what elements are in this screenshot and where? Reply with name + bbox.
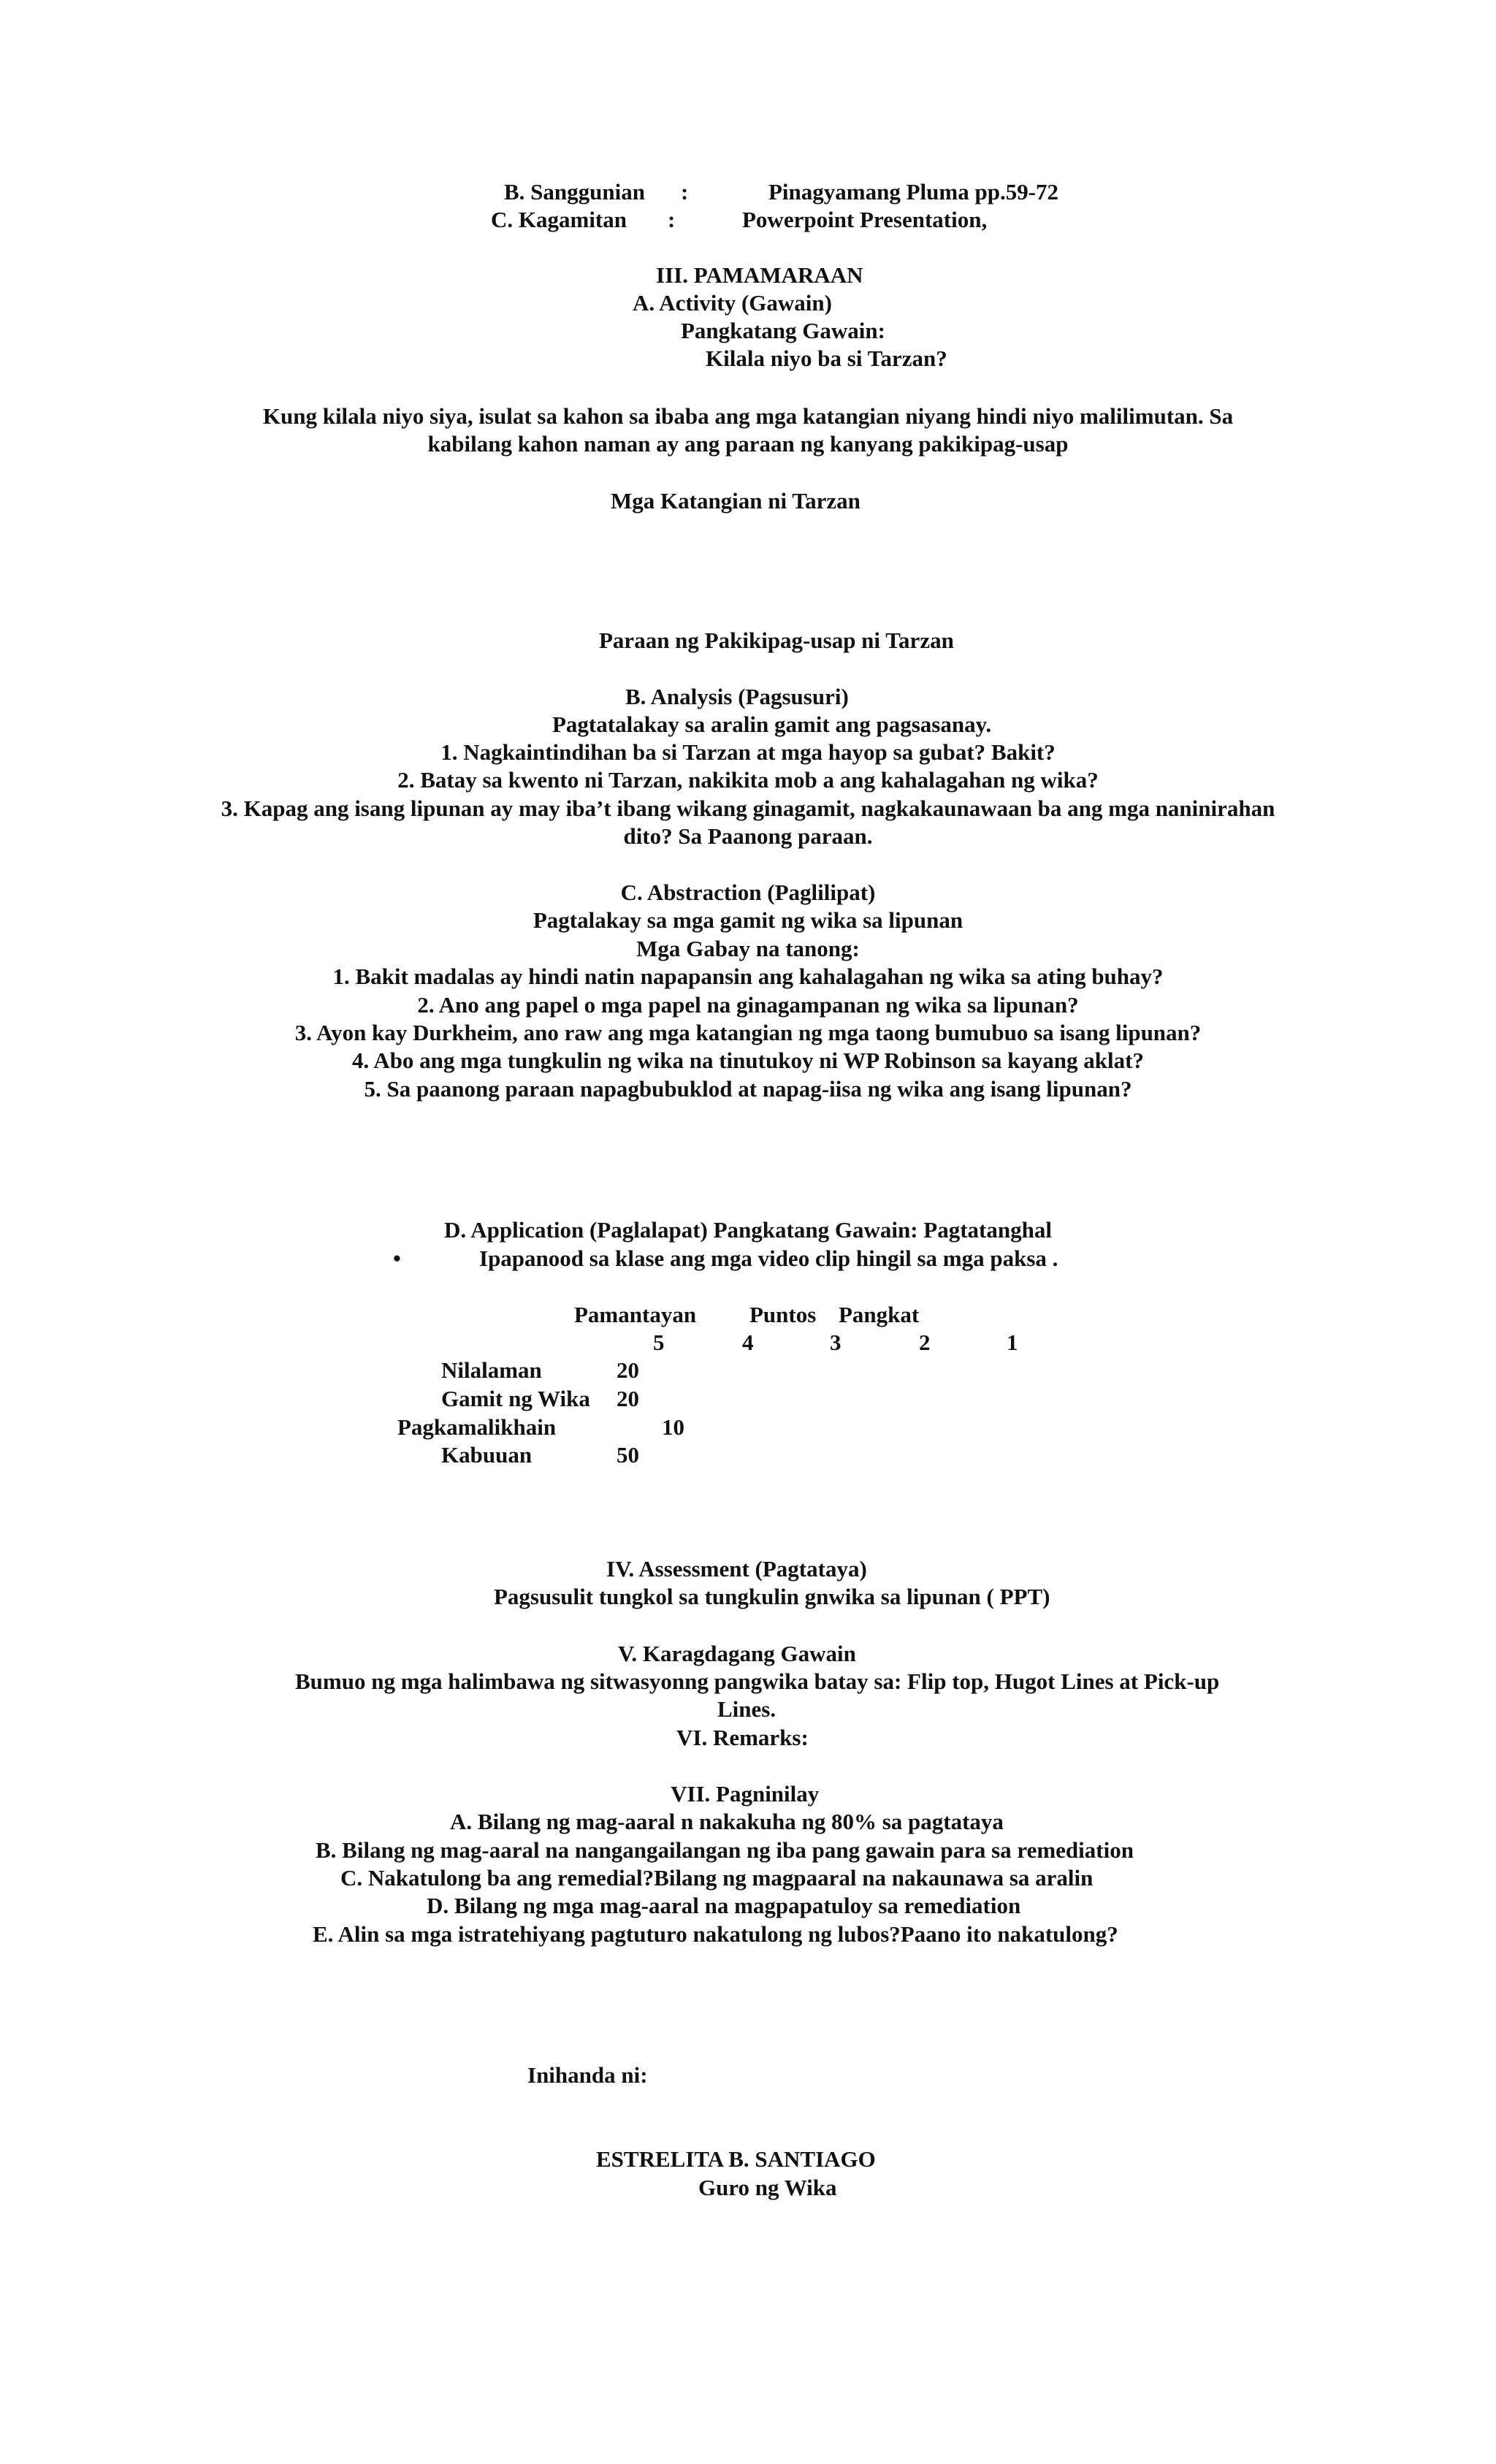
rubric-row-points: 10 (662, 1414, 684, 1440)
abstraction-question-5: 5. Sa paanong paraan napagbubuklod at napag-iisa ng wika ang isang lipunan? (364, 1076, 1132, 1102)
prepared-by-label: Inihanda ni: (527, 2062, 648, 2088)
activity-subheading: Pangkatang Gawain: (681, 318, 885, 343)
application-bullet: • (393, 1246, 401, 1271)
reflection-item-a: A. Bilang ng mag-aaral n nakakuha ng 80% sa pagtataya (450, 1809, 1004, 1834)
additional-text-line2: Lines. (717, 1696, 776, 1722)
materials-value: Powerpoint Presentation, (742, 207, 988, 232)
reflection-item-b: B. Bilang ng mag-aaral na nangangailangan ng iba pang gawain para sa remediation (316, 1837, 1134, 1863)
abstraction-question-2: 2. Ano ang papel o mga papel na ginagampanan ng wika sa lipunan? (417, 992, 1079, 1018)
remarks-heading: VI. Remarks: (676, 1725, 809, 1750)
sources-label: B. Sanggunian (504, 179, 645, 205)
rubric-row-points: 20 (617, 1386, 639, 1411)
rubric-row-points: 50 (617, 1442, 639, 1468)
box2-label: Paraan ng Pakikipag-usap ni Tarzan (599, 628, 954, 653)
rubric-header-group: Pangkat (839, 1302, 920, 1327)
additional-text-line1: Bumuo ng mga halimbawa ng sitwasyonng pangwika batay sa: Flip top, Hugot Lines at Pick-up (295, 1668, 1220, 1694)
rubric-score: 5 (653, 1330, 665, 1355)
rubric-header-points: Puntos (749, 1302, 817, 1327)
analysis-question-1: 1. Nagkaintindihan ba si Tarzan at mga hayop sa gubat? Bakit? (440, 739, 1056, 765)
sources-colon: : (681, 179, 689, 205)
rubric-score: 1 (1007, 1330, 1018, 1355)
abstraction-question-4: 4. Abo ang mga tungkulin ng wika na tinutukoy ni WP Robinson sa kayang aklat? (352, 1048, 1144, 1073)
rubric-row-label: Nilalaman (441, 1357, 542, 1383)
reflection-heading: VII. Pagninilay (671, 1781, 820, 1807)
box1-label: Mga Katangian ni Tarzan (611, 488, 860, 514)
abstraction-question-1: 1. Bakit madalas ay hindi natin napapansin ang kahalagahan ng wika sa ating buhay? (332, 964, 1164, 989)
reflection-item-e: E. Alin sa mga istratehiyang pagtuturo nakatulong ng lubos?Paano ito nakatulong? (313, 1921, 1118, 1947)
abstraction-subheading: Pagtalakay sa mga gamit ng wika sa lipunan (533, 907, 963, 933)
additional-heading: V. Karagdagang Gawain (618, 1641, 856, 1666)
analysis-question-3-line1: 3. Kapag ang isang lipunan ay may iba’t ibang wikang ginagamit, nagkakaunawaan ba ang mga naninirahan (221, 796, 1275, 821)
procedure-heading: III. PAMAMARAAN (656, 262, 863, 288)
activity-question: Kilala niyo ba si Tarzan? (706, 346, 947, 371)
abstraction-question-3: 3. Ayon kay Durkheim, ano raw ang mga katangian ng mga taong bumubuo sa isang lipunan? (294, 1020, 1202, 1045)
materials-label: C. Kagamitan (491, 207, 627, 232)
rubric-score: 3 (830, 1330, 842, 1355)
abstraction-heading: C. Abstraction (Paglilipat) (620, 880, 876, 905)
rubric-row-points: 20 (617, 1357, 639, 1383)
application-heading: D. Application (Paglalapat) Pangkatang Gawain: Pagtatanghal (444, 1217, 1052, 1243)
activity-instruction-line2: kabilang kahon naman ay ang paraan ng kanyang pakikipag-usap (427, 431, 1069, 457)
reflection-item-c: C. Nakatulong ba ang remedial?Bilang ng magpaaral na nakaunawa sa aralin (340, 1865, 1094, 1891)
abstraction-guide: Mga Gabay na tanong: (636, 936, 860, 961)
rubric-score: 2 (919, 1330, 931, 1355)
rubric-score: 4 (742, 1330, 754, 1355)
rubric-header-criteria: Pamantayan (574, 1302, 697, 1327)
analysis-question-2: 2. Batay sa kwento ni Tarzan, nakikita mob a ang kahalagahan ng wika? (397, 767, 1099, 793)
activity-heading: A. Activity (Gawain) (633, 290, 832, 316)
preparer-title: Guro ng Wika (698, 2175, 837, 2200)
assessment-text: Pagsusulit tungkol sa tungkulin gnwika sa lipunan ( PPT) (494, 1584, 1050, 1609)
application-bullet-text: Ipapanood sa klase ang mga video clip hingil sa mga paksa . (479, 1246, 1058, 1271)
assessment-heading: IV. Assessment (Pagtataya) (606, 1556, 867, 1582)
activity-instruction-line1: Kung kilala niyo siya, isulat sa kahon sa ibaba ang mga katangian niyang hindi niyo malilimutan. Sa (262, 403, 1234, 429)
analysis-heading: B. Analysis (Pagsusuri) (625, 684, 849, 709)
reflection-item-d: D. Bilang ng mga mag-aaral na magpapatuloy sa remediation (427, 1893, 1021, 1918)
rubric-row-label: Gamit ng Wika (441, 1386, 590, 1411)
analysis-subheading: Pagtatalakay sa aralin gamit ang pagsasanay. (552, 712, 992, 737)
preparer-name: ESTRELITA B. SANTIAGO (596, 2146, 876, 2172)
analysis-question-3-line2: dito? Sa Paanong paraan. (623, 823, 873, 849)
sources-value: Pinagyamang Pluma pp.59-72 (768, 179, 1059, 205)
materials-colon: : (668, 207, 676, 232)
rubric-row-label: Pagkamalikhain (397, 1414, 557, 1440)
rubric-row-label: Kabuuan (441, 1442, 533, 1468)
